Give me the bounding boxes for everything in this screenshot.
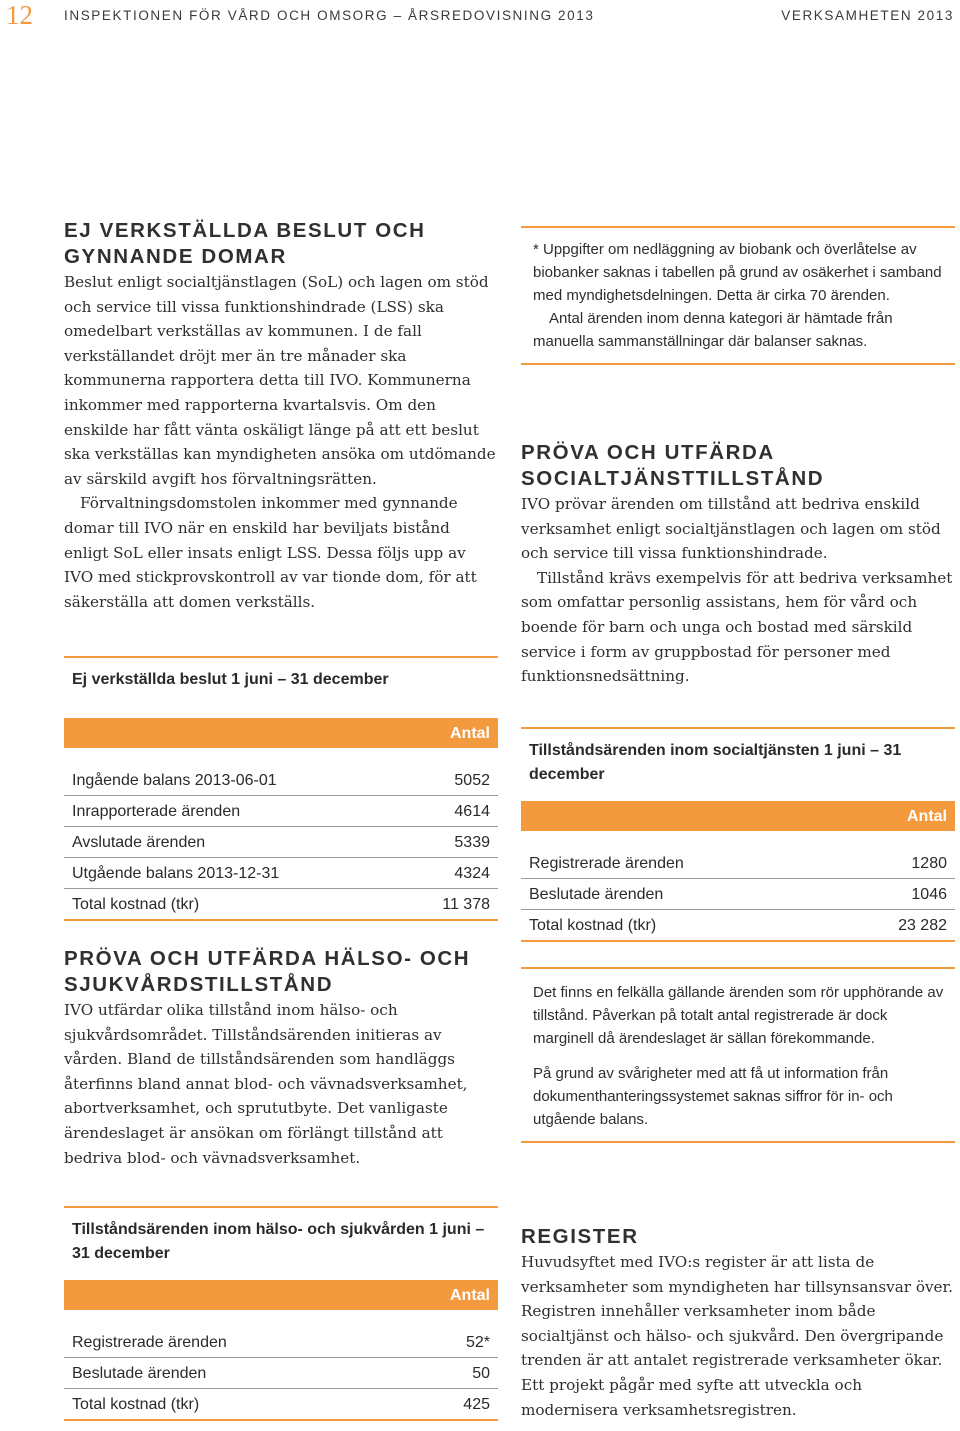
paragraph: Tillstånd krävs exempelvis för att bedriva verksamhet som omfattar personlig assistans, hem för vård och boende för barn och unga och bostad med särskild service i form av gruppbostad för personer med funktionsnedsättning. (521, 568, 953, 686)
table-header-bar (64, 718, 498, 748)
row-value: 1280 (911, 855, 947, 872)
note-paragraph: * Uppgifter om nedläggning av biobank och överlåtelse av biobanker saknas i tabellen på grund av osäkerhet i samband med myndighetsdelningen. Detta är cirka 70 ärenden. (533, 241, 942, 304)
row-label: Inrapporterade ärenden (72, 803, 241, 820)
row-label: Avslutade ärenden (72, 834, 206, 851)
row-value: 425 (463, 1396, 490, 1413)
table-row (521, 848, 955, 879)
note-box-halso (521, 226, 955, 365)
table-body (521, 848, 955, 942)
paragraph: Huvudsyftet med IVO:s register är att lista de verksamheter som myndigheten har tillsynsansvar över. Registren innehåller verksamheter inom både socialtjänst och hälso- och sjukvård. Den övergripande trenden är att antalet registrerade verksamheter ökar. Ett projekt pågår med syfte att utveckla och modernisera verksamhetsregistren. (521, 1253, 953, 1419)
section-socialtjanst (521, 440, 955, 689)
row-value: 5052 (454, 772, 490, 789)
note-paragraph: Det finns en felkälla gällande ärenden som rör upphörande av tillstånd. Påverkan på totalt antal registrerade är dock marginell då ärendeslaget är sällan förekommande. (533, 984, 944, 1047)
row-label: Total kostnad (tkr) (529, 917, 657, 934)
row-label: Registrerade ärenden (72, 1334, 227, 1351)
section-heading: EJ VERKSTÄLLDA BESLUT OCH GYNNANDE DOMAR (64, 219, 426, 268)
row-label: Total kostnad (tkr) (72, 1396, 200, 1413)
column-header-antal: Antal (450, 725, 490, 742)
table-row (64, 858, 498, 889)
row-value: 5339 (454, 834, 490, 851)
running-title: INSPEKTIONEN FÖR VÅRD OCH OMSORG – ÅRSREDOVISNING 2013 (64, 8, 595, 23)
table-row (521, 879, 955, 910)
row-label: Total kostnad (tkr) (72, 896, 200, 913)
table-title: Tillståndsärenden inom hälso- och sjukvården 1 juni – 31 december (72, 1221, 485, 1262)
row-label: Beslutade ärenden (529, 886, 664, 903)
table-row (64, 765, 498, 796)
table-socialtjanst (521, 727, 955, 942)
section-register (521, 1224, 955, 1422)
row-value: 52* (465, 1334, 490, 1351)
row-value: 4614 (454, 803, 490, 820)
row-value: 11 378 (442, 896, 490, 913)
section-heading: REGISTER (521, 1225, 639, 1248)
row-label: Ingående balans 2013-06-01 (72, 772, 277, 789)
table-halso-sjukvard (64, 1206, 498, 1421)
section-heading: PRÖVA OCH UTFÄRDA SOCIALTJÄNSTTILLSTÅND (521, 441, 825, 490)
row-value: 50 (472, 1365, 490, 1382)
row-label: Beslutade ärenden (72, 1365, 207, 1382)
page-number: 12 (6, 0, 33, 30)
row-value: 1046 (911, 886, 947, 903)
table-header-bar (64, 1280, 498, 1310)
row-value: 23 282 (898, 917, 947, 934)
column-header-antal: Antal (450, 1287, 490, 1304)
section-halso-sjukvard (64, 946, 498, 1170)
table-title: Ej verkställda beslut 1 juni – 31 december (72, 671, 389, 688)
table-body (64, 765, 498, 921)
table-row (64, 1358, 498, 1389)
table-row (64, 1327, 498, 1358)
paragraph: IVO utfärdar olika tillstånd inom hälso- och sjukvårdsområdet. Tillståndsärenden initieras av vården. Bland de tillståndsärenden som handläggs återfinns bland annat blod- och vävnadsverksamhet, abortverksamhet, och sprututbyte. Det vanligaste ärendeslaget är ansökan om förlängt tillstånd att bedriva blod- och vävnadsverksamhet. (64, 1001, 468, 1167)
note-paragraph: Antal ärenden inom denna kategori är hämtade från manuella sammanställningar där balanser saknas. (533, 310, 893, 350)
row-label: Registrerade ärenden (529, 855, 684, 872)
table-title: Tillståndsärenden inom socialtjänsten 1 juni – 31 december (529, 742, 902, 783)
table-row (64, 796, 498, 827)
table-ej-verkstallda (64, 656, 498, 921)
table-body (64, 1327, 498, 1421)
table-row (64, 1389, 498, 1421)
table-row (64, 827, 498, 858)
column-header-antal: Antal (907, 808, 947, 825)
paragraph: Förvaltningsdomstolen inkommer med gynnande domar till IVO när en enskild har beviljats bistånd enligt SoL eller insats enligt LSS. Dessa följs upp av IVO med stickprovskontroll av var tionde dom, för att säkerställa att domen verkställs. (64, 494, 477, 611)
table-row (521, 910, 955, 942)
note-box-social (521, 967, 955, 1143)
table-header-bar (521, 801, 955, 831)
row-label: Utgående balans 2013-12-31 (72, 865, 280, 882)
section-ej-verkstallda (64, 218, 498, 614)
paragraph: Beslut enligt socialtjänstlagen (SoL) och lagen om stöd och service till vissa funktionshindrade (LSS) ska omedelbart verkställas av kommunen. I de fall verkställandet dröjt mer än tre månader ska kommunerna rapportera detta till IVO. Kommunerna inkommer med rapporterna kvartalsvis. Om den enskilde har fått vänta oskäligt länge på att ett beslut ska verkställas kan myndigheten ansöka om utdömande av särskild avgift hos förvaltningsrätten. (64, 273, 496, 488)
note-paragraph: På grund av svårigheter med att få ut information från dokumenthanteringssystemet saknas siffror för in- och utgående balans. (533, 1065, 893, 1128)
table-row (64, 889, 498, 921)
paragraph: IVO prövar ärenden om tillstånd att bedriva enskild verksamhet enligt socialtjänstlagen och lagen om stöd och service till vissa funktionshindrade. (521, 495, 941, 563)
section-heading: PRÖVA OCH UTFÄRDA HÄLSO- OCH SJUKVÅRDSTILLSTÅND (64, 947, 471, 996)
running-section: VERKSAMHETEN 2013 (781, 8, 954, 23)
row-value: 4324 (454, 865, 490, 882)
